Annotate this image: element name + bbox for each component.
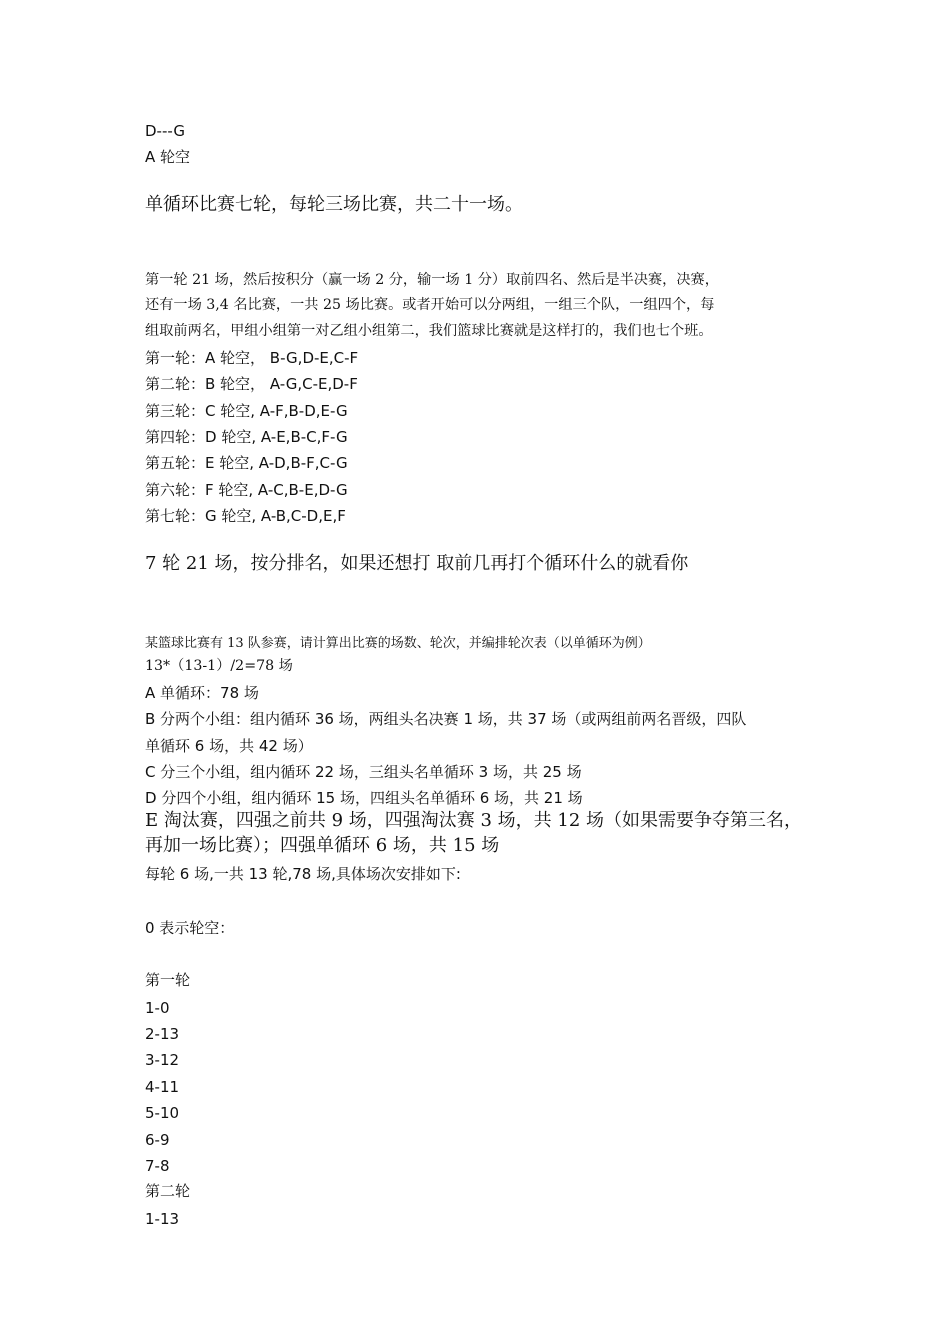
text-line: 再加一场比赛）；四强单循环 6 场，共 15 场 [145,835,500,856]
text-line: 7-8 [145,1157,170,1175]
text-line: A 单循环：78 场 [145,684,259,702]
text-line: 还有一场 3,4 名比赛，一共 25 场比赛。或者开始可以分两组，一组三个队，一组四个，每 [145,297,715,313]
text-line: 5-10 [145,1104,180,1122]
text-line: 第一轮：A 轮空， B-G,D-E,C-F [145,349,359,367]
text-line: 第五轮：E 轮空, A-D,B-F,C-G [145,454,348,472]
text-line: 每轮 6 场,一共 13 轮,78 场,具体场次安排如下: [145,865,461,883]
text-line: 单循环比赛七轮，每轮三场比赛，共二十一场。 [145,194,523,215]
text-line: 1-13 [145,1210,180,1228]
text-line: 0 表示轮空： [145,919,235,937]
text-line: E 淘汰赛，四强之前共 9 场，四强淘汰赛 3 场，共 12 场（如果需要争夺第三名， [145,810,802,831]
text-line: C 分三个小组，组内循环 22 场，三组头名单循环 3 场，共 25 场 [145,763,582,781]
text-line: 组取前两名，甲组小组第一对乙组小组第二，我们篮球比赛就是这样打的，我们也七个班。 [145,323,713,339]
text-line: 第一轮 [145,971,191,989]
text-line: 1-0 [145,999,170,1017]
text-line: 某篮球比赛有 13 队参赛，请计算出比赛的场数、轮次，并编排轮次表（以单循环为例） [145,636,651,651]
text-line: 第七轮：G 轮空, A-B,C-D,E,F [145,507,346,525]
text-line: 2-13 [145,1025,180,1043]
text-line: 13*（13-1）/2=78 场 [145,658,293,674]
text-line: 6-9 [145,1131,170,1149]
text-line: 4-11 [145,1078,180,1096]
text-line: 第四轮：D 轮空, A-E,B-C,F-G [145,428,348,446]
text-line: B 分两个小组：组内循环 36 场，两组头名决赛 1 场，共 37 场（或两组前两名晋级，四队 [145,710,747,728]
text-line: 第三轮：C 轮空, A-F,B-D,E-G [145,402,348,420]
text-line: 第二轮：B 轮空， A-G,C-E,D-F [145,375,358,393]
text-line: 第二轮 [145,1182,191,1200]
text-line: D 分四个小组，组内循环 15 场，四组头名单循环 6 场，共 21 场 [145,789,583,807]
text-line: 第一轮 21 场，然后按积分（赢一场 2 分，输一场 1 分）取前四名、然后是半决赛，决赛， [145,272,719,288]
text-line: 7 轮 21 场，按分排名，如果还想打 取前几再打个循环什么的就看你 [145,553,689,574]
text-line: A 轮空 [145,148,191,166]
text-line: 第六轮：F 轮空, A-C,B-E,D-G [145,481,348,499]
text-line: 3-12 [145,1051,180,1069]
text-line: D---G [145,122,185,140]
text-line: 单循环 6 场，共 42 场） [145,737,313,755]
